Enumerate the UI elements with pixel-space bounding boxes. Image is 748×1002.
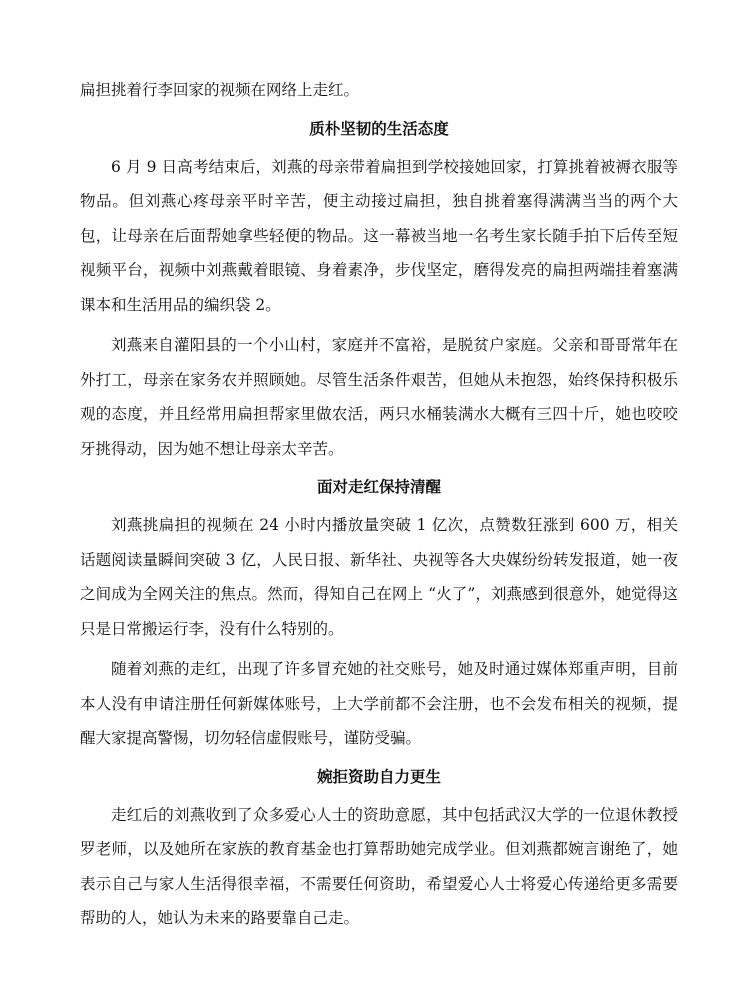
- section-heading-1: 质朴坚韧的生活态度: [309, 118, 449, 138]
- section-2-paragraph-2: 随着刘燕的走红，出现了许多冒充她的社交账号，她及时通过媒体郑重声明，目前本人没有申请注册任何新媒体账号，上大学前都不会注册，也不会发布相关的视频，提醒大家提高警惕，切勿轻信虚假账号，谨防受骗。: [80, 660, 678, 747]
- section-1-paragraph-1: 6 月 9 日高考结束后，刘燕的母亲带着扁担到学校接她回家，打算挑着被褥衣服等物品。但刘燕心疼母亲平时辛苦，便主动接过扁担，独自挑着塞得满满当当的两个大包，让母亲在后面帮她拿些轻便的物品。这一幕被当地一名考生家长随手拍下后传至短视频平台，视频中刘燕戴着眼镜、身着素净，步伐坚定，磨得发亮的扁担两端挂着塞满课本和生活用品的编织袋 2。: [80, 157, 678, 314]
- section-2-paragraph-1: 刘燕挑扁担的视频在 24 小时内播放量突破 1 亿次，点赞数狂涨到 600 万，相关话题阅读量瞬间突破 3 亿，人民日报、新华社、央视等各大央媒纷纷转发报道，她一夜之间成为全网关注的焦点。然而，得知自己在网上 “火了”，刘燕感到很意外，她觉得这只是日常搬运行李，没有什么特别的。: [80, 516, 678, 638]
- article-body: [80, 73, 678, 936]
- intro-continuation-text: 扁担挑着行李回家的视频在网络上走红。: [80, 81, 360, 99]
- section-3-paragraph-1: 走红后的刘燕收到了众多爱心人士的资助意愿，其中包括武汉大学的一位退休教授罗老师，以及她所在家族的教育基金也打算帮助她完成学业。但刘燕都婉言谢绝了，她表示自己与家人生活得很幸福，不需要任何资助，希望爱心人士将爱心传递给更多需要帮助的人，她认为未来的路要靠自己走。: [80, 805, 678, 927]
- section-1-paragraph-2: 刘燕来自灌阳县的一个小山村，家庭并不富裕，是脱贫户家庭。父亲和哥哥常年在外打工，母亲在家务农并照顾她。尽管生活条件艰苦，但她从未抱怨，始终保持积极乐观的态度，并且经常用扁担帮家里做农活，两只水桶装满水大概有三四十斤，她也咬咬牙挑得动，因为她不想让母亲太辛苦。: [80, 336, 678, 458]
- section-heading-3: 婉拒资助自力更生: [316, 766, 441, 786]
- section-heading-2: 面对走红保持清醒: [316, 477, 441, 496]
